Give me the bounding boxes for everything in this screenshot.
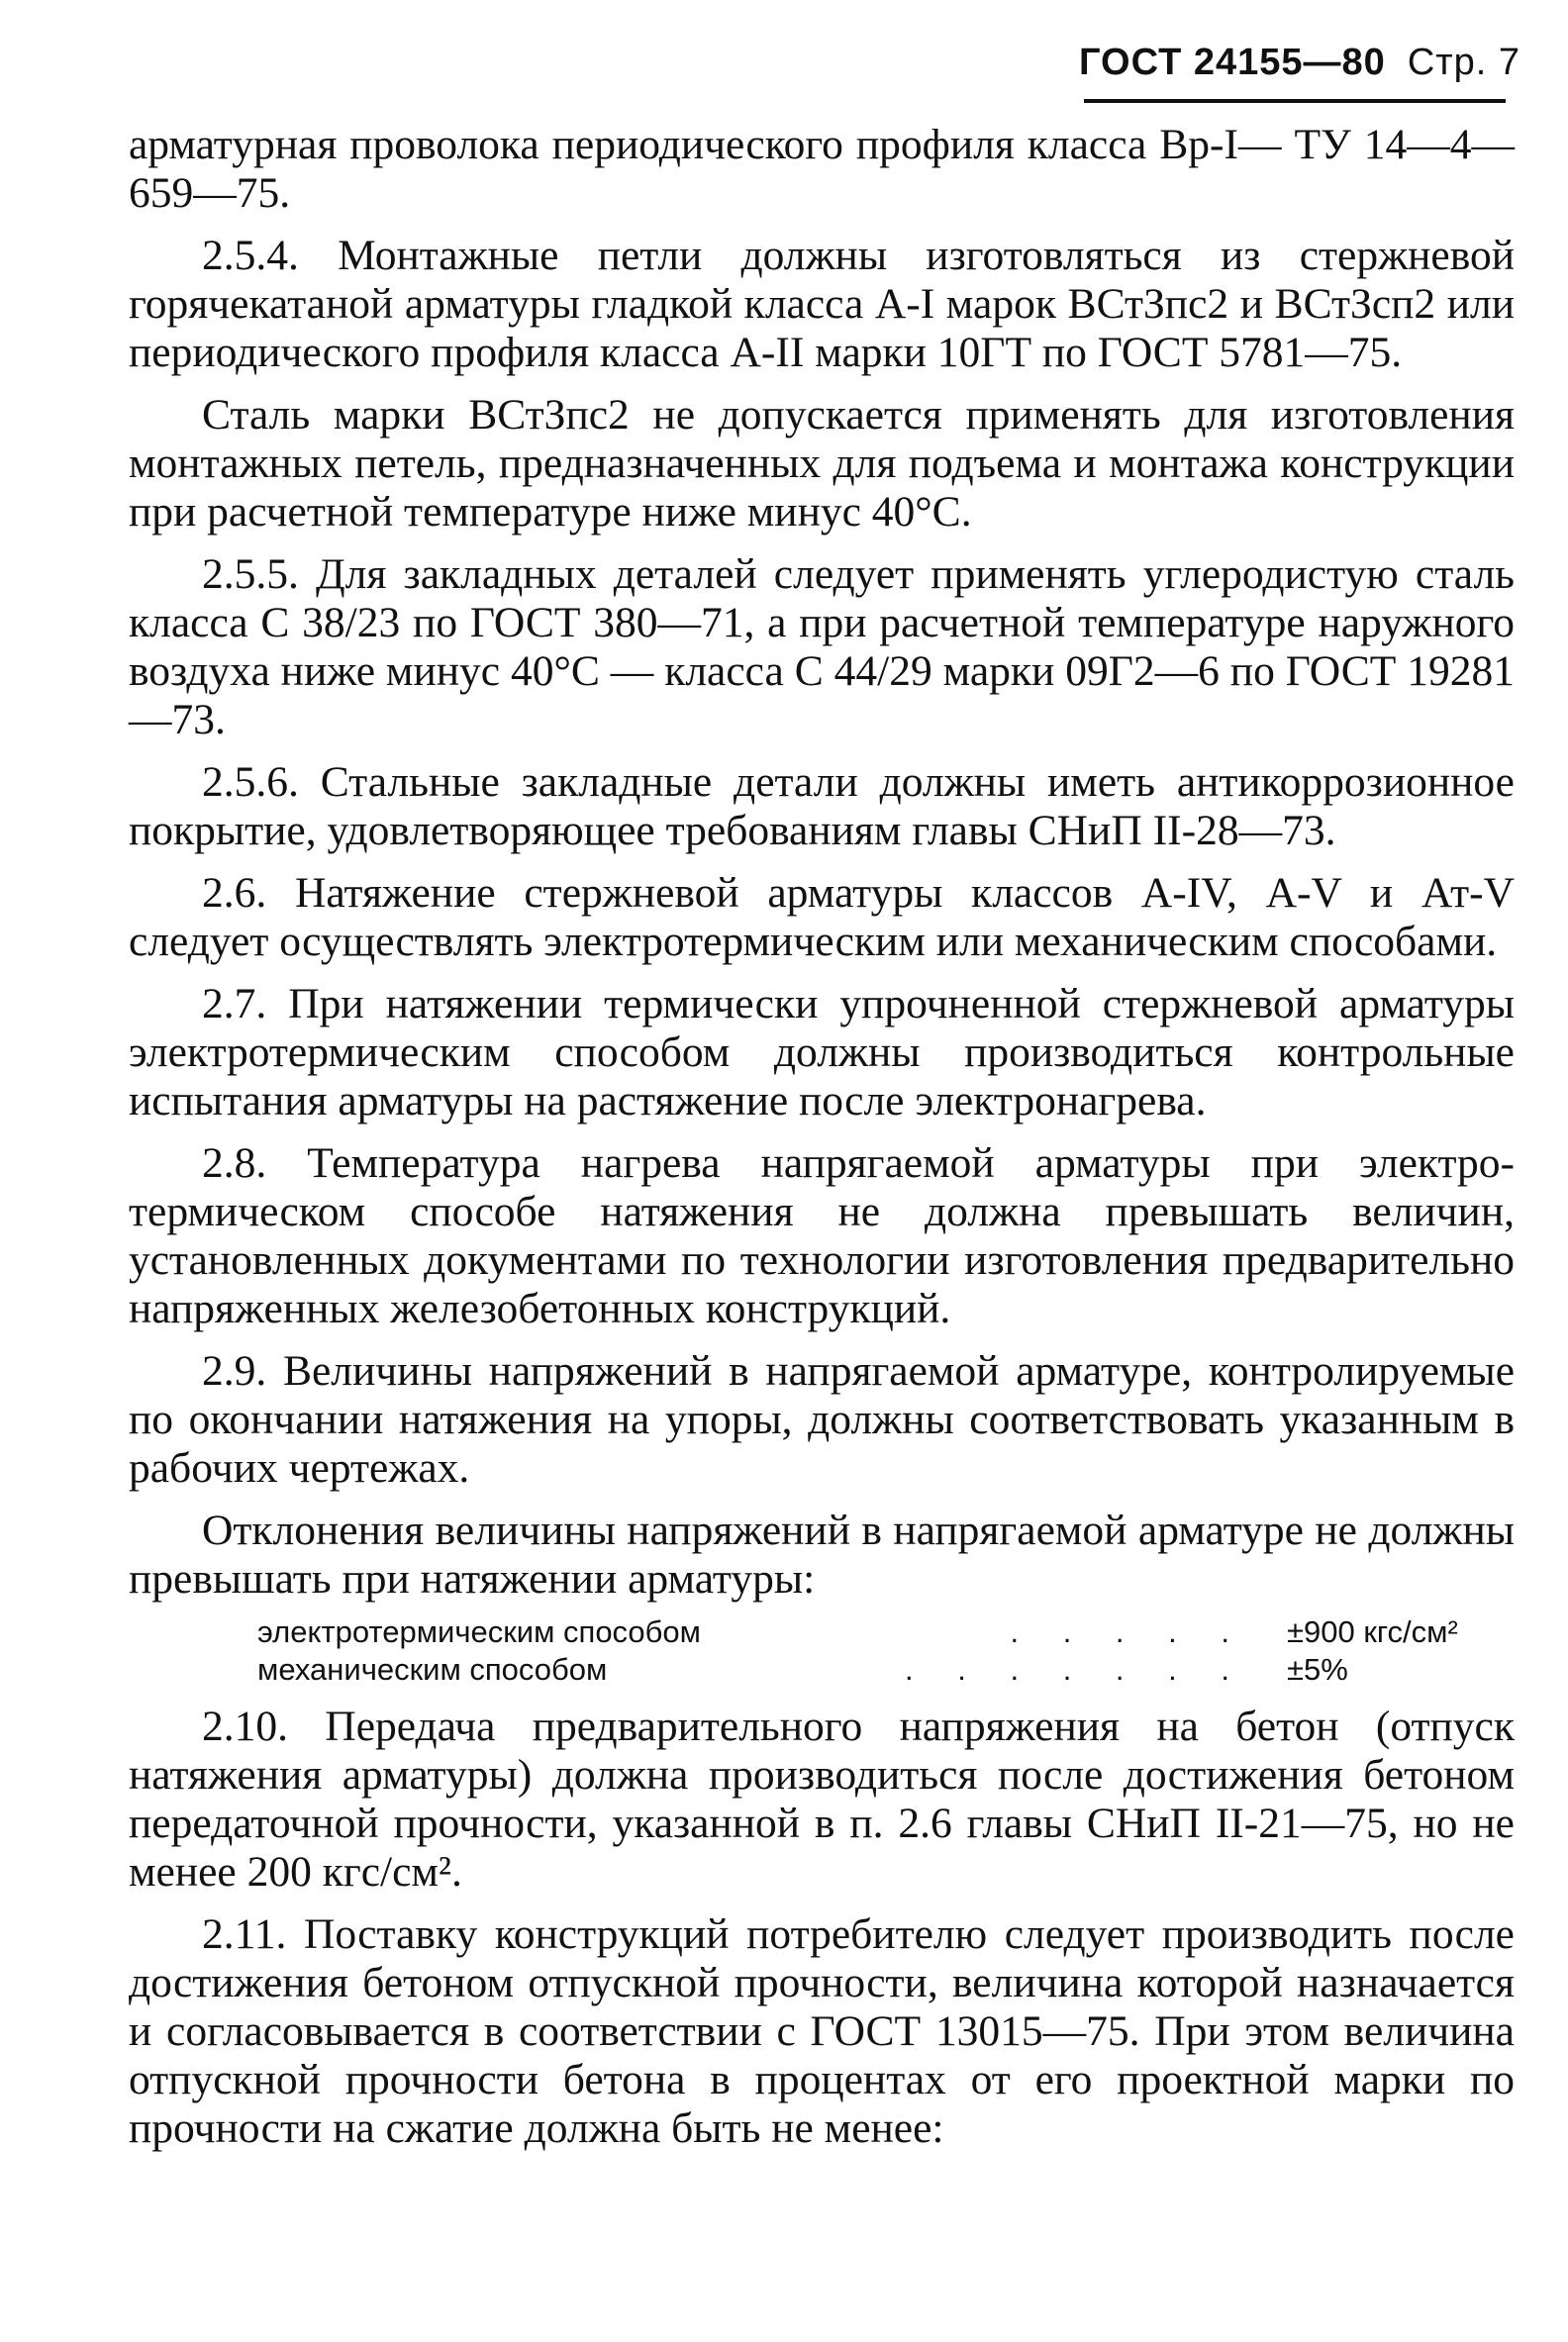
paragraph-2-8: 2.8. Температура нагрева напрягаемой арматуры при электротермическом способе натяжения не должна превышать величин, установленных документами по технологии изготовления предварительно напряженных железобетонных конструкций. — [129, 1139, 1515, 1332]
page-number: Стр. 7 — [1407, 42, 1521, 83]
page-header — [1079, 42, 1521, 99]
standard-number: ГОСТ 24155—80 — [1079, 42, 1386, 83]
leader-dots: . . . . . . . — [905, 1652, 1247, 1687]
header-rule — [1084, 99, 1506, 103]
paragraph-2-6: 2.6. Натяжение стержневой арматуры классов А-IV, А-V и Ат-V следует осуществлять электротермическим или механическим способами. — [129, 869, 1515, 965]
paragraph-2-5-5: 2.5.5. Для закладных деталей следует применять углеродистую сталь класса С 38/23 по ГОСТ 380—71, а при расчетной температуре наружного воздуха ниже минус 40°С — класса С 44/29 марки 09Г2—6 по ГОСТ 19281—73. — [129, 550, 1515, 743]
paragraph-steel-restriction: Сталь марки ВСтЗпс2 не допускается применять для изготовления монтажных петель, предназначенных для подъема и монтажа конструкции при расчетной температуре ниже минус 40°С. — [129, 391, 1515, 536]
paragraph-2-7: 2.7. При натяжении термически упрочненной стержневой арматуры электротермическим способом должны производиться контрольные испытания арматуры на растяжение после электронагрева. — [129, 980, 1515, 1124]
paragraph-2-5-4: 2.5.4. Монтажные петли должны изготовляться из стержневой горячекатаной арматуры гладкой класса А-I марок ВСтЗпс2 и ВСтЗсп2 или периодического профиля класса А-II марки 10ГТ по ГОСТ 5781—75. — [129, 232, 1515, 376]
tolerance-value: ±900 кгс/см² — [1287, 1614, 1458, 1649]
tolerance-list — [129, 1613, 1515, 1689]
paragraph-2-10: 2.10. Передача предварительного напряжения на бетон (отпуск натяжения арматуры) должна производиться после достижения бетоном передаточной прочности, указанной в п. 2.6 главы СНиП II-21—75, но не менее 200 кгс/см². — [129, 1703, 1515, 1896]
paragraph-deviations: Отклонения величины напряжений в напрягаемой арматуре не должны превышать при натяжении арматуры: — [129, 1507, 1515, 1603]
tolerance-value: ±5% — [1287, 1652, 1348, 1687]
tolerance-row — [257, 1613, 1495, 1651]
tolerance-method: электротермическим способом — [257, 1614, 701, 1649]
body-text — [129, 121, 1515, 2167]
paragraph-2-9: 2.9. Величины напряжений в напрягаемой арматуре, контролируемые по окончании натяжения на упоры, должны соответствовать указанным в рабочих чертежах. — [129, 1347, 1515, 1492]
tolerance-row — [257, 1651, 1495, 1689]
leader-dots: . . . . . — [1010, 1614, 1247, 1649]
paragraph-continuation: арматурная проволока периодического профиля класса Вр-I— ТУ 14—4—659—75. — [129, 121, 1515, 217]
paragraph-2-5-6: 2.5.6. Стальные закладные детали должны иметь антикоррозионное покрытие, удовлетворяющее требованиям главы СНиП II-28—73. — [129, 758, 1515, 854]
paragraph-2-11: 2.11. Поставку конструкций потребителю следует производить после достижения бетоном отпускной прочности, величина которой назначается и согласовывается в соответствии с ГОСТ 13015—75. При этом величина отпускной прочности бетона в процентах от его проектной марки по прочности на сжатие должна быть не менее: — [129, 1910, 1515, 2152]
tolerance-method: механическим способом — [257, 1652, 608, 1687]
